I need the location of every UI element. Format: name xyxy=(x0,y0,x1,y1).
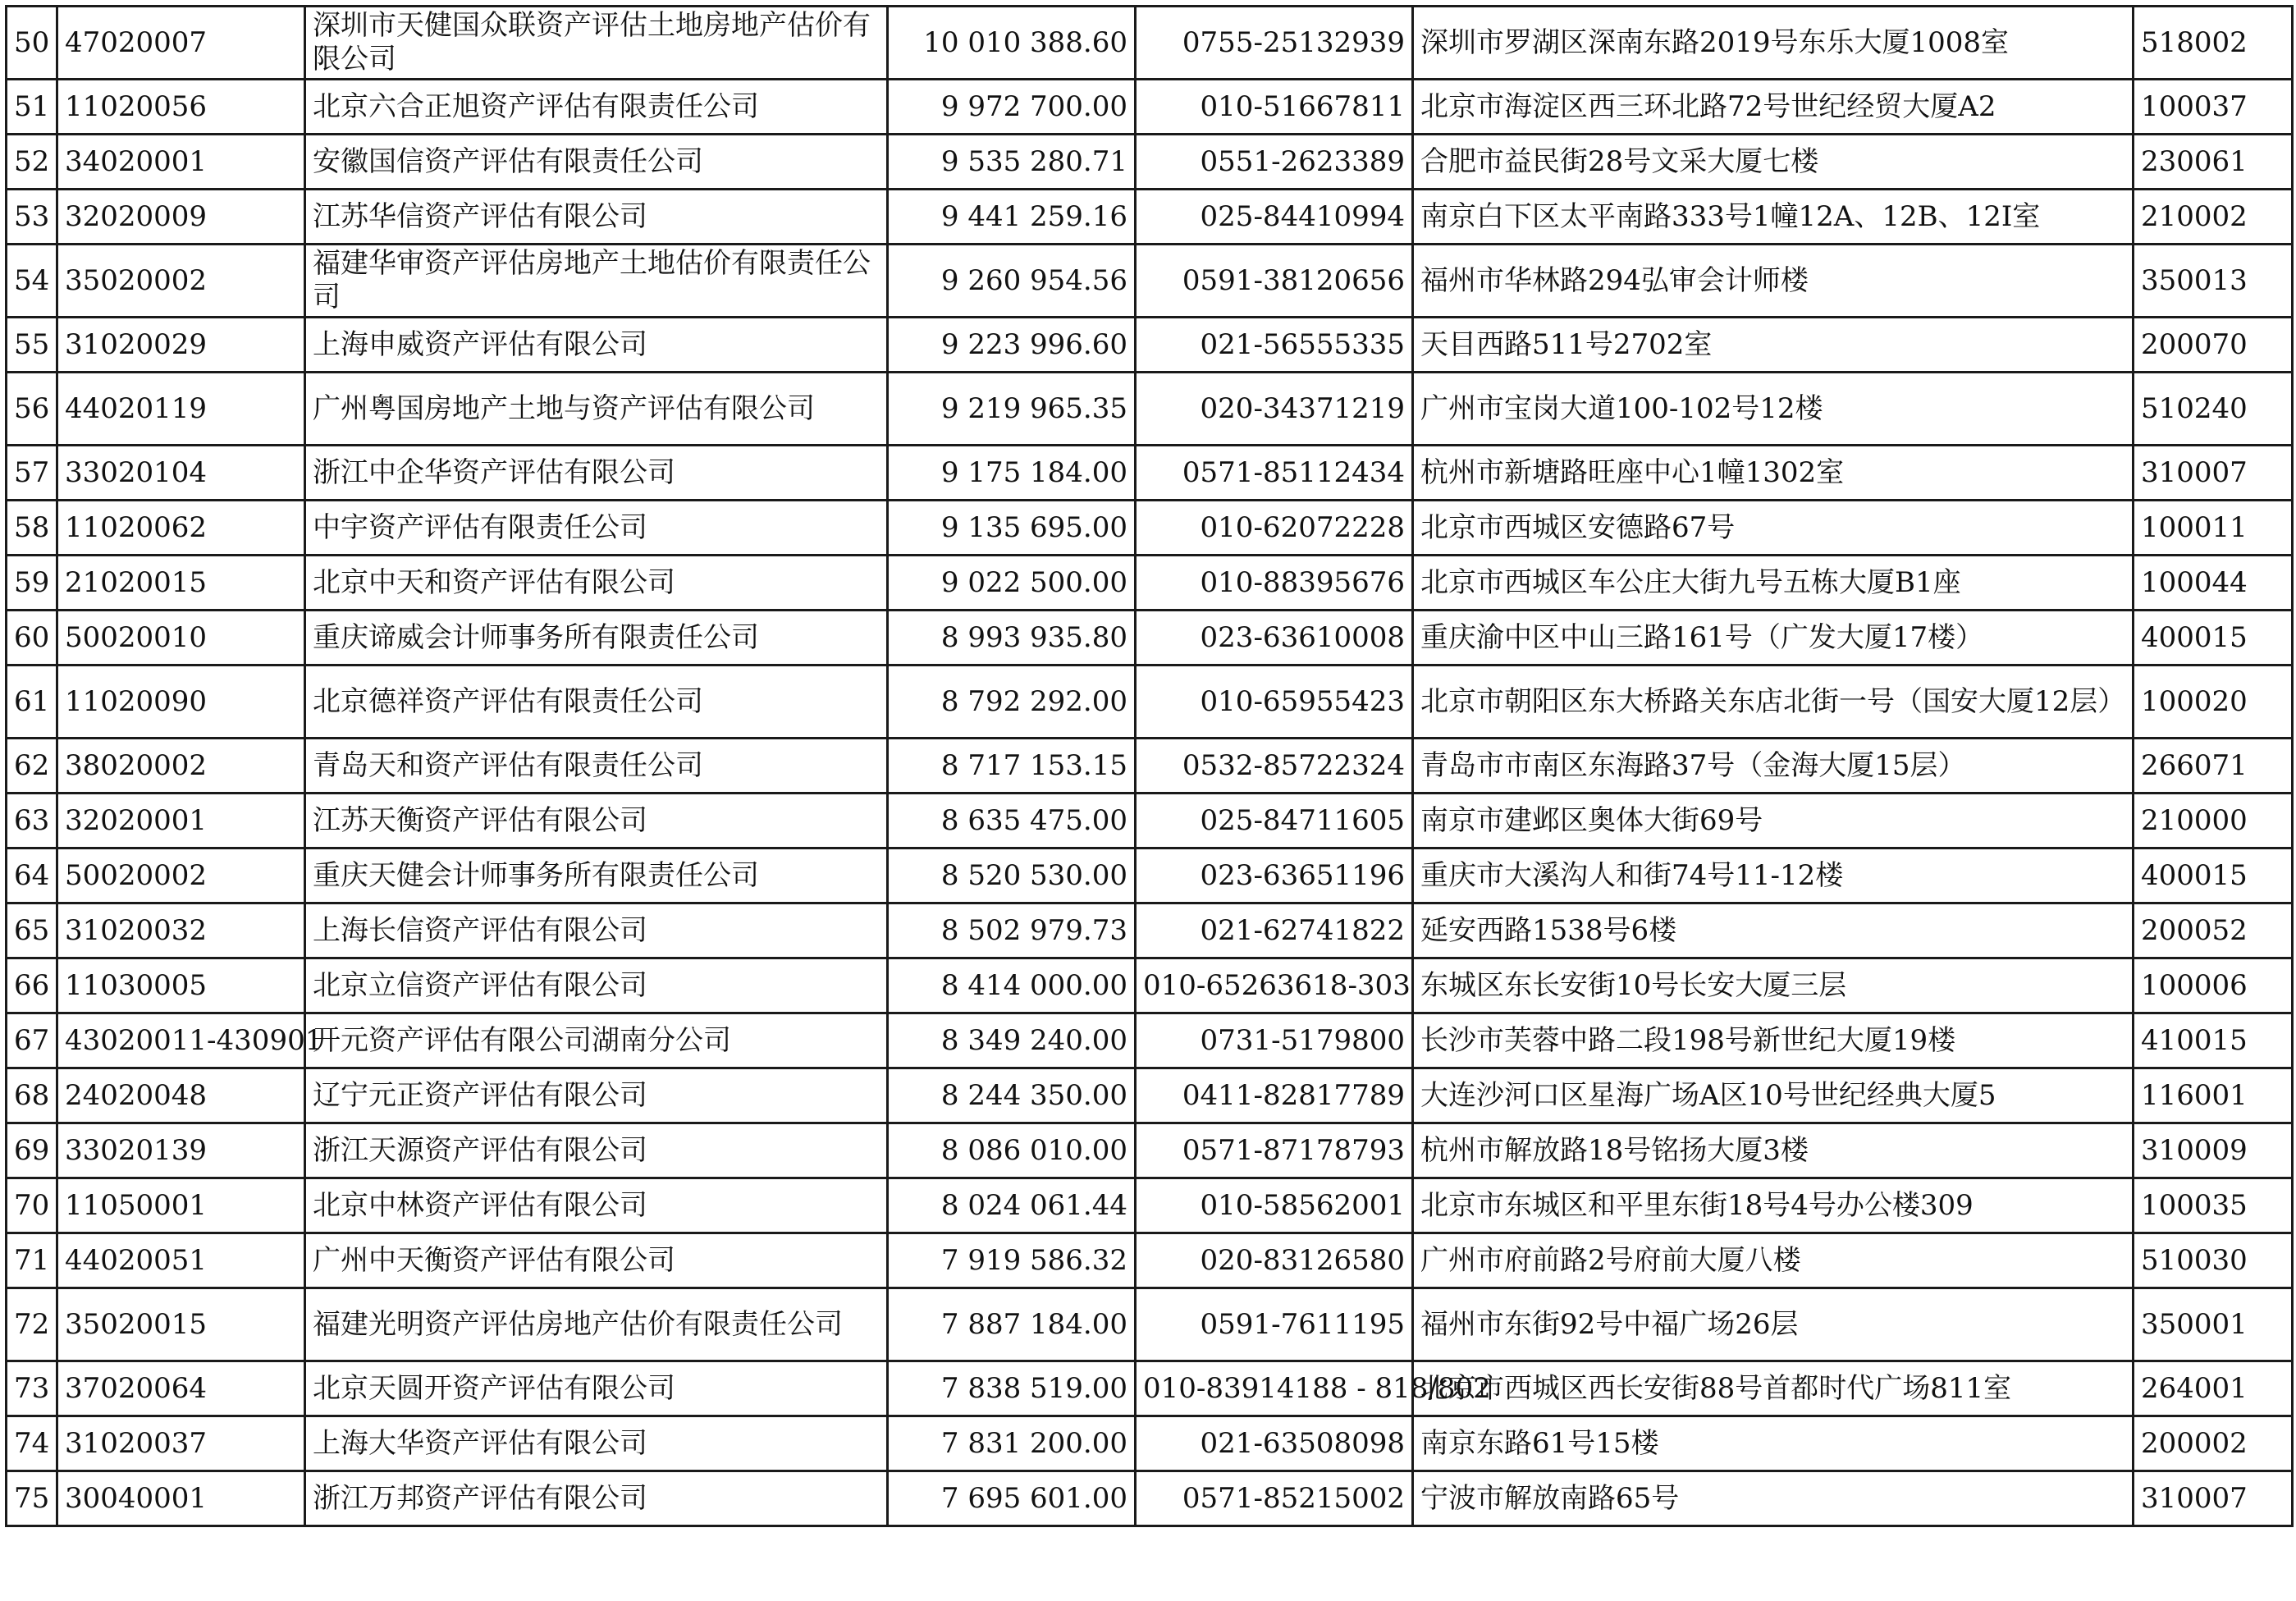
firm-code-cell: 31020037 xyxy=(57,1416,305,1471)
firm-code-cell: 11020056 xyxy=(57,80,305,135)
firm-code-cell: 44020119 xyxy=(57,373,305,446)
amount-cell: 8 717 153.15 xyxy=(888,739,1136,794)
row-index-cell: 63 xyxy=(7,794,57,849)
address-cell: 深圳市罗湖区深南东路2019号东乐大厦1008室 xyxy=(1413,7,2134,80)
table-row xyxy=(7,373,2293,446)
table-row xyxy=(7,903,2293,958)
table-row xyxy=(7,190,2293,245)
phone-cell: 0591-38120656 xyxy=(1136,245,1413,318)
phone-cell: 023-63651196 xyxy=(1136,849,1413,903)
postcode-cell: 518002 xyxy=(2134,7,2293,80)
phone-cell: 010-88395676 xyxy=(1136,556,1413,611)
amount-cell: 7 887 184.00 xyxy=(888,1288,1136,1361)
postcode-cell: 410015 xyxy=(2134,1013,2293,1068)
address-cell: 南京白下区太平南路333号1幢12A、12B、12I室 xyxy=(1413,190,2134,245)
address-cell: 福州市华林路294弘审会计师楼 xyxy=(1413,245,2134,318)
phone-cell: 010-62072228 xyxy=(1136,501,1413,556)
firm-name-cell: 北京中天和资产评估有限公司 xyxy=(305,556,888,611)
postcode-cell: 200052 xyxy=(2134,903,2293,958)
firm-code-cell: 11020090 xyxy=(57,666,305,739)
amount-cell: 9 260 954.56 xyxy=(888,245,1136,318)
row-index-cell: 59 xyxy=(7,556,57,611)
amount-cell: 8 635 475.00 xyxy=(888,794,1136,849)
firm-name-cell: 广州中天衡资产评估有限公司 xyxy=(305,1233,888,1288)
table-row xyxy=(7,135,2293,190)
address-cell: 青岛市市南区东海路37号（金海大厦15层） xyxy=(1413,739,2134,794)
phone-cell: 010-65263618-303 xyxy=(1136,958,1413,1013)
row-index-cell: 61 xyxy=(7,666,57,739)
table-row xyxy=(7,446,2293,501)
table-row xyxy=(7,1068,2293,1123)
table-row xyxy=(7,1123,2293,1178)
table-row xyxy=(7,245,2293,318)
row-index-cell: 67 xyxy=(7,1013,57,1068)
table-row xyxy=(7,1361,2293,1416)
amount-cell: 10 010 388.60 xyxy=(888,7,1136,80)
firm-name-cell: 江苏天衡资产评估有限公司 xyxy=(305,794,888,849)
postcode-cell: 200002 xyxy=(2134,1416,2293,1471)
amount-cell: 9 441 259.16 xyxy=(888,190,1136,245)
postcode-cell: 350001 xyxy=(2134,1288,2293,1361)
firm-name-cell: 青岛天和资产评估有限责任公司 xyxy=(305,739,888,794)
phone-cell: 010-51667811 xyxy=(1136,80,1413,135)
address-cell: 杭州市新塘路旺座中心1幢1302室 xyxy=(1413,446,2134,501)
postcode-cell: 100020 xyxy=(2134,666,2293,739)
phone-cell: 0731-5179800 xyxy=(1136,1013,1413,1068)
address-cell: 长沙市芙蓉中路二段198号新世纪大厦19楼 xyxy=(1413,1013,2134,1068)
firm-code-cell: 33020139 xyxy=(57,1123,305,1178)
firm-code-cell: 30040001 xyxy=(57,1471,305,1526)
address-cell: 北京市西城区安德路67号 xyxy=(1413,501,2134,556)
postcode-cell: 266071 xyxy=(2134,739,2293,794)
table-row xyxy=(7,666,2293,739)
firm-code-cell: 31020032 xyxy=(57,903,305,958)
phone-cell: 0571-85215002 xyxy=(1136,1471,1413,1526)
amount-cell: 7 919 586.32 xyxy=(888,1233,1136,1288)
table-row xyxy=(7,1471,2293,1526)
phone-cell: 0551-2623389 xyxy=(1136,135,1413,190)
address-cell: 重庆渝中区中山三路161号（广发大厦17楼） xyxy=(1413,611,2134,666)
row-index-cell: 68 xyxy=(7,1068,57,1123)
address-cell: 南京东路61号15楼 xyxy=(1413,1416,2134,1471)
firm-name-cell: 浙江中企华资产评估有限公司 xyxy=(305,446,888,501)
address-cell: 北京市海淀区西三环北路72号世纪经贸大厦A2 xyxy=(1413,80,2134,135)
firm-name-cell: 上海申威资产评估有限公司 xyxy=(305,318,888,373)
firm-code-cell: 33020104 xyxy=(57,446,305,501)
row-index-cell: 71 xyxy=(7,1233,57,1288)
firm-name-cell: 重庆谛威会计师事务所有限责任公司 xyxy=(305,611,888,666)
firm-code-cell: 11020062 xyxy=(57,501,305,556)
firm-name-cell: 北京天圆开资产评估有限公司 xyxy=(305,1361,888,1416)
firm-code-cell: 44020051 xyxy=(57,1233,305,1288)
amount-cell: 9 223 996.60 xyxy=(888,318,1136,373)
table-row xyxy=(7,556,2293,611)
amount-cell: 8 993 935.80 xyxy=(888,611,1136,666)
postcode-cell: 264001 xyxy=(2134,1361,2293,1416)
postcode-cell: 400015 xyxy=(2134,611,2293,666)
postcode-cell: 210000 xyxy=(2134,794,2293,849)
firm-name-cell: 江苏华信资产评估有限公司 xyxy=(305,190,888,245)
postcode-cell: 310009 xyxy=(2134,1123,2293,1178)
phone-cell: 010-58562001 xyxy=(1136,1178,1413,1233)
firm-code-cell: 11030005 xyxy=(57,958,305,1013)
row-index-cell: 75 xyxy=(7,1471,57,1526)
amount-cell: 9 022 500.00 xyxy=(888,556,1136,611)
phone-cell: 0532-85722324 xyxy=(1136,739,1413,794)
firm-code-cell: 37020064 xyxy=(57,1361,305,1416)
firm-name-cell: 北京德祥资产评估有限责任公司 xyxy=(305,666,888,739)
row-index-cell: 50 xyxy=(7,7,57,80)
amount-cell: 8 502 979.73 xyxy=(888,903,1136,958)
table-row xyxy=(7,849,2293,903)
address-cell: 北京市西城区车公庄大街九号五栋大厦B1座 xyxy=(1413,556,2134,611)
table-row xyxy=(7,1288,2293,1361)
phone-cell: 0755-25132939 xyxy=(1136,7,1413,80)
amount-cell: 8 520 530.00 xyxy=(888,849,1136,903)
firm-name-cell: 浙江万邦资产评估有限公司 xyxy=(305,1471,888,1526)
postcode-cell: 100044 xyxy=(2134,556,2293,611)
firm-name-cell: 浙江天源资产评估有限公司 xyxy=(305,1123,888,1178)
row-index-cell: 53 xyxy=(7,190,57,245)
address-cell: 宁波市解放南路65号 xyxy=(1413,1471,2134,1526)
amount-cell: 8 792 292.00 xyxy=(888,666,1136,739)
firm-code-cell: 34020001 xyxy=(57,135,305,190)
row-index-cell: 55 xyxy=(7,318,57,373)
firm-code-cell: 43020011-430901 xyxy=(57,1013,305,1068)
phone-cell: 023-63610008 xyxy=(1136,611,1413,666)
table-row xyxy=(7,958,2293,1013)
phone-cell: 021-62741822 xyxy=(1136,903,1413,958)
firm-name-cell: 中宇资产评估有限责任公司 xyxy=(305,501,888,556)
table-row xyxy=(7,318,2293,373)
phone-cell: 020-83126580 xyxy=(1136,1233,1413,1288)
firm-code-cell: 50020010 xyxy=(57,611,305,666)
table-row xyxy=(7,1178,2293,1233)
phone-cell: 0571-85112434 xyxy=(1136,446,1413,501)
table-row xyxy=(7,1416,2293,1471)
firm-name-cell: 上海大华资产评估有限公司 xyxy=(305,1416,888,1471)
amount-cell: 8 349 240.00 xyxy=(888,1013,1136,1068)
postcode-cell: 100006 xyxy=(2134,958,2293,1013)
address-cell: 天目西路511号2702室 xyxy=(1413,318,2134,373)
postcode-cell: 100035 xyxy=(2134,1178,2293,1233)
row-index-cell: 57 xyxy=(7,446,57,501)
postcode-cell: 400015 xyxy=(2134,849,2293,903)
firm-code-cell: 50020002 xyxy=(57,849,305,903)
table-body xyxy=(7,7,2293,1526)
postcode-cell: 310007 xyxy=(2134,1471,2293,1526)
firm-name-cell: 重庆天健会计师事务所有限责任公司 xyxy=(305,849,888,903)
row-index-cell: 64 xyxy=(7,849,57,903)
row-index-cell: 52 xyxy=(7,135,57,190)
address-cell: 北京市朝阳区东大桥路关东店北街一号（国安大厦12层） xyxy=(1413,666,2134,739)
row-index-cell: 69 xyxy=(7,1123,57,1178)
address-cell: 延安西路1538号6楼 xyxy=(1413,903,2134,958)
address-cell: 南京市建邺区奥体大街69号 xyxy=(1413,794,2134,849)
row-index-cell: 58 xyxy=(7,501,57,556)
firm-name-cell: 福建华审资产评估房地产土地估价有限责任公司 xyxy=(305,245,888,318)
firm-code-cell: 38020002 xyxy=(57,739,305,794)
amount-cell: 7 838 519.00 xyxy=(888,1361,1136,1416)
postcode-cell: 210002 xyxy=(2134,190,2293,245)
amount-cell: 9 219 965.35 xyxy=(888,373,1136,446)
postcode-cell: 200070 xyxy=(2134,318,2293,373)
table-row xyxy=(7,1233,2293,1288)
postcode-cell: 116001 xyxy=(2134,1068,2293,1123)
firm-name-cell: 北京六合正旭资产评估有限责任公司 xyxy=(305,80,888,135)
firm-code-cell: 11050001 xyxy=(57,1178,305,1233)
phone-cell: 025-84410994 xyxy=(1136,190,1413,245)
table-row xyxy=(7,7,2293,80)
table-row xyxy=(7,80,2293,135)
row-index-cell: 51 xyxy=(7,80,57,135)
phone-cell: 0411-82817789 xyxy=(1136,1068,1413,1123)
phone-cell: 0591-7611195 xyxy=(1136,1288,1413,1361)
firm-name-cell: 北京立信资产评估有限公司 xyxy=(305,958,888,1013)
amount-cell: 7 695 601.00 xyxy=(888,1471,1136,1526)
firm-name-cell: 开元资产评估有限公司湖南分公司 xyxy=(305,1013,888,1068)
firm-name-cell: 福建光明资产评估房地产估价有限责任公司 xyxy=(305,1288,888,1361)
table-row xyxy=(7,501,2293,556)
firm-name-cell: 广州粤国房地产土地与资产评估有限公司 xyxy=(305,373,888,446)
amount-cell: 9 135 695.00 xyxy=(888,501,1136,556)
phone-cell: 021-56555335 xyxy=(1136,318,1413,373)
firm-name-cell: 上海长信资产评估有限公司 xyxy=(305,903,888,958)
address-cell: 福州市东街92号中福广场26层 xyxy=(1413,1288,2134,1361)
row-index-cell: 72 xyxy=(7,1288,57,1361)
firm-name-cell: 辽宁元正资产评估有限公司 xyxy=(305,1068,888,1123)
firm-code-cell: 31020029 xyxy=(57,318,305,373)
phone-cell: 010-83914188 - 818/802 xyxy=(1136,1361,1413,1416)
amount-cell: 8 086 010.00 xyxy=(888,1123,1136,1178)
address-cell: 广州市宝岗大道100-102号12楼 xyxy=(1413,373,2134,446)
postcode-cell: 350013 xyxy=(2134,245,2293,318)
firm-code-cell: 47020007 xyxy=(57,7,305,80)
address-cell: 杭州市解放路18号铭扬大厦3楼 xyxy=(1413,1123,2134,1178)
table-row xyxy=(7,611,2293,666)
firm-code-cell: 35020002 xyxy=(57,245,305,318)
phone-cell: 025-84711605 xyxy=(1136,794,1413,849)
phone-cell: 020-34371219 xyxy=(1136,373,1413,446)
table-row xyxy=(7,739,2293,794)
firm-name-cell: 安徽国信资产评估有限责任公司 xyxy=(305,135,888,190)
address-cell: 合肥市益民街28号文采大厦七楼 xyxy=(1413,135,2134,190)
postcode-cell: 230061 xyxy=(2134,135,2293,190)
row-index-cell: 62 xyxy=(7,739,57,794)
address-cell: 北京市东城区和平里东街18号4号办公楼309 xyxy=(1413,1178,2134,1233)
firm-code-cell: 32020009 xyxy=(57,190,305,245)
address-cell: 东城区东长安街10号长安大厦三层 xyxy=(1413,958,2134,1013)
firm-code-cell: 24020048 xyxy=(57,1068,305,1123)
firm-registry-table xyxy=(5,5,2294,1527)
firm-code-cell: 21020015 xyxy=(57,556,305,611)
row-index-cell: 54 xyxy=(7,245,57,318)
address-cell: 北京市西城区西长安街88号首都时代广场811室 xyxy=(1413,1361,2134,1416)
firm-name-cell: 北京中林资产评估有限公司 xyxy=(305,1178,888,1233)
postcode-cell: 100037 xyxy=(2134,80,2293,135)
address-cell: 大连沙河口区星海广场A区10号世纪经典大厦5 xyxy=(1413,1068,2134,1123)
row-index-cell: 60 xyxy=(7,611,57,666)
amount-cell: 8 414 000.00 xyxy=(888,958,1136,1013)
table-row xyxy=(7,794,2293,849)
row-index-cell: 70 xyxy=(7,1178,57,1233)
amount-cell: 8 244 350.00 xyxy=(888,1068,1136,1123)
postcode-cell: 100011 xyxy=(2134,501,2293,556)
postcode-cell: 310007 xyxy=(2134,446,2293,501)
phone-cell: 010-65955423 xyxy=(1136,666,1413,739)
row-index-cell: 73 xyxy=(7,1361,57,1416)
postcode-cell: 510240 xyxy=(2134,373,2293,446)
amount-cell: 7 831 200.00 xyxy=(888,1416,1136,1471)
table-row xyxy=(7,1013,2293,1068)
row-index-cell: 74 xyxy=(7,1416,57,1471)
amount-cell: 9 175 184.00 xyxy=(888,446,1136,501)
amount-cell: 8 024 061.44 xyxy=(888,1178,1136,1233)
phone-cell: 021-63508098 xyxy=(1136,1416,1413,1471)
amount-cell: 9 972 700.00 xyxy=(888,80,1136,135)
postcode-cell: 510030 xyxy=(2134,1233,2293,1288)
phone-cell: 0571-87178793 xyxy=(1136,1123,1413,1178)
row-index-cell: 66 xyxy=(7,958,57,1013)
amount-cell: 9 535 280.71 xyxy=(888,135,1136,190)
address-cell: 广州市府前路2号府前大厦八楼 xyxy=(1413,1233,2134,1288)
firm-code-cell: 35020015 xyxy=(57,1288,305,1361)
address-cell: 重庆市大溪沟人和街74号11-12楼 xyxy=(1413,849,2134,903)
row-index-cell: 65 xyxy=(7,903,57,958)
firm-code-cell: 32020001 xyxy=(57,794,305,849)
firm-name-cell: 深圳市天健国众联资产评估土地房地产估价有限公司 xyxy=(305,7,888,80)
row-index-cell: 56 xyxy=(7,373,57,446)
